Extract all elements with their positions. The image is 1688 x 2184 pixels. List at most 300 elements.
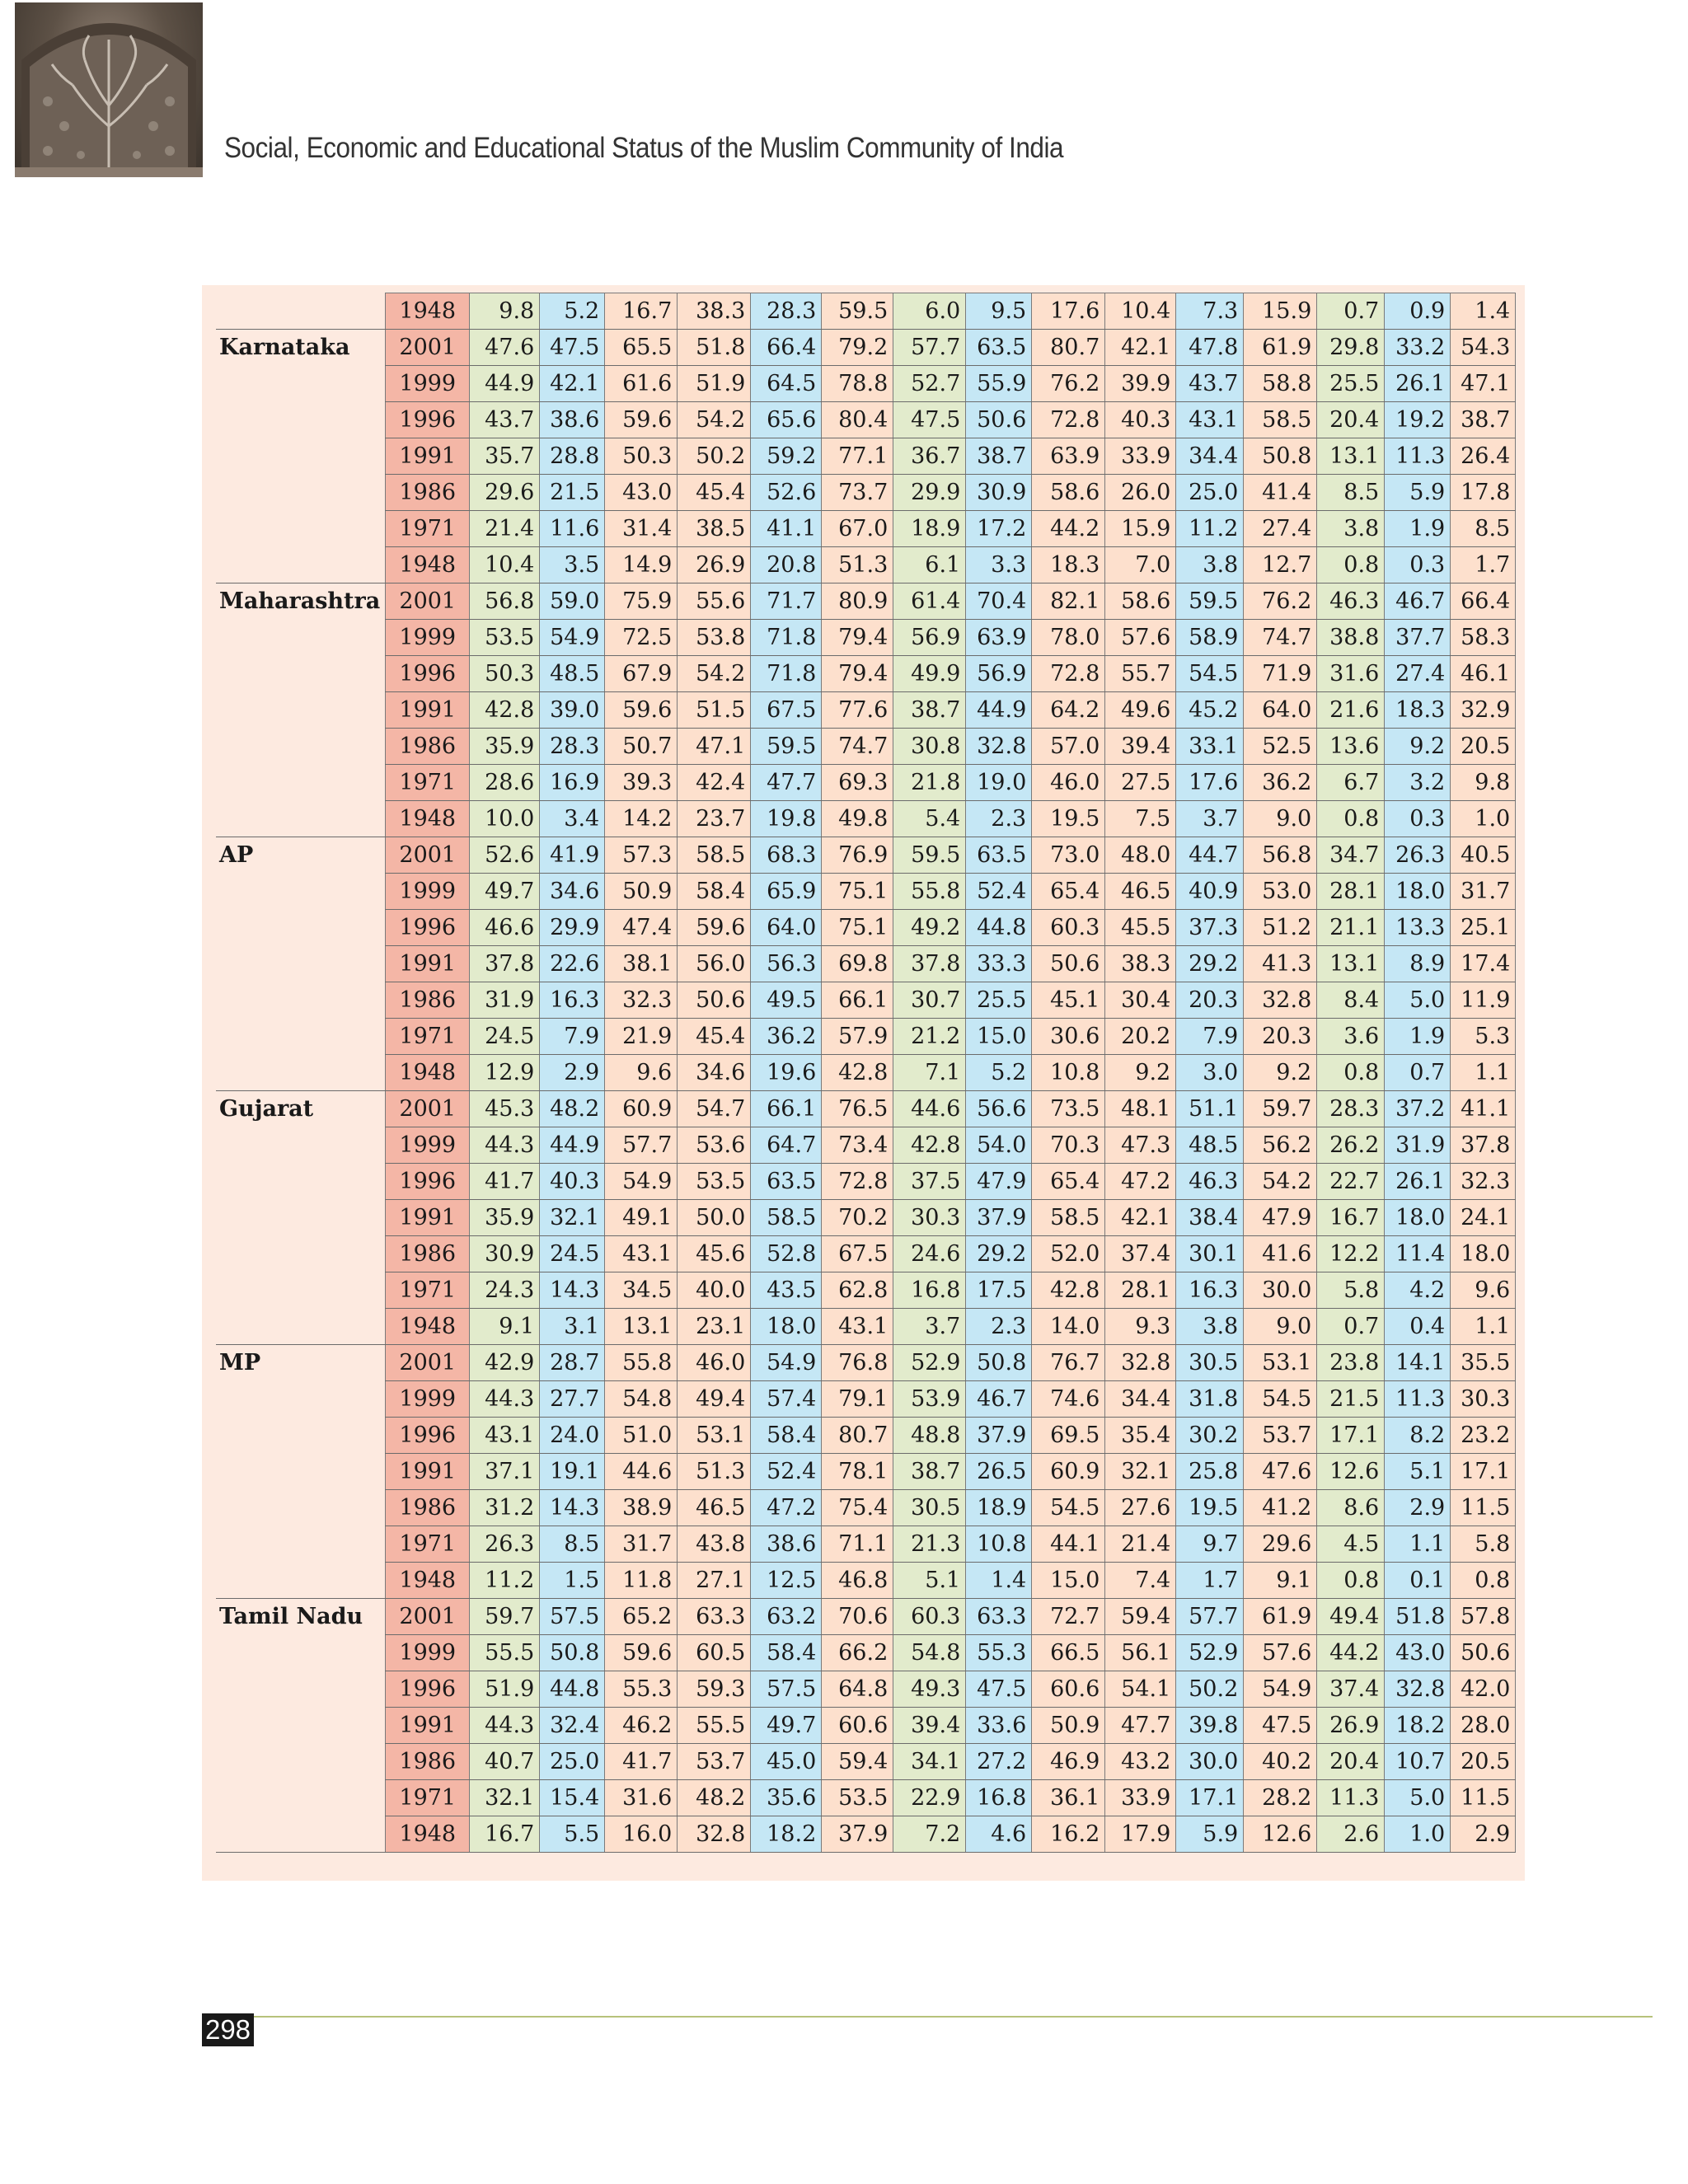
value-cell: 23.8 [1317,1345,1385,1381]
table-row [216,946,1516,982]
value-cell: 43.1 [605,1236,678,1272]
value-cell: 58.3 [1451,620,1516,656]
value-cell: 58.5 [1032,1200,1105,1236]
value-cell: 41.9 [540,837,605,874]
value-cell: 16.3 [1176,1272,1244,1309]
value-cell: 33.9 [1105,438,1176,475]
year-cell: 1971 [386,1272,470,1309]
value-cell: 80.7 [822,1418,893,1454]
year-cell: 2001 [386,330,470,366]
value-cell: 17.6 [1176,765,1244,801]
year-cell: 1971 [386,1780,470,1816]
value-cell: 76.7 [1032,1345,1105,1381]
value-cell: 56.6 [966,1091,1032,1127]
value-cell: 57.3 [605,837,678,874]
table-row [216,511,1516,547]
value-cell: 34.7 [1317,837,1385,874]
value-cell: 27.4 [1385,656,1451,692]
state-name [216,910,386,946]
table-row [216,1708,1516,1744]
value-cell: 45.4 [678,475,751,511]
table-row [216,583,1516,620]
value-cell: 68.3 [751,837,822,874]
value-cell: 79.2 [822,330,893,366]
value-cell: 30.1 [1176,1236,1244,1272]
state-name: Gujarat [216,1091,386,1127]
value-cell: 54.9 [1244,1671,1317,1708]
value-cell: 59.5 [893,837,966,874]
value-cell: 70.3 [1032,1127,1105,1164]
value-cell: 45.4 [678,1019,751,1055]
value-cell: 1.9 [1385,1019,1451,1055]
value-cell: 7.3 [1176,293,1244,330]
value-cell: 79.4 [822,620,893,656]
value-cell: 30.4 [1105,982,1176,1019]
value-cell: 47.5 [966,1671,1032,1708]
value-cell: 59.7 [470,1599,540,1635]
value-cell: 9.3 [1105,1309,1176,1345]
state-name [216,656,386,692]
year-cell: 1971 [386,511,470,547]
value-cell: 73.7 [822,475,893,511]
value-cell: 60.6 [1032,1671,1105,1708]
value-cell: 32.8 [966,729,1032,765]
state-name [216,1055,386,1091]
value-cell: 59.6 [605,692,678,729]
table-row [216,1563,1516,1599]
value-cell: 32.1 [540,1200,605,1236]
value-cell: 2.3 [966,1309,1032,1345]
value-cell: 18.0 [1385,874,1451,910]
value-cell: 29.6 [470,475,540,511]
value-cell: 76.2 [1244,583,1317,620]
value-cell: 56.2 [1244,1127,1317,1164]
value-cell: 47.8 [1176,330,1244,366]
value-cell: 37.8 [893,946,966,982]
value-cell: 37.1 [470,1454,540,1490]
value-cell: 11.3 [1317,1780,1385,1816]
value-cell: 2.9 [1385,1490,1451,1526]
value-cell: 50.8 [540,1635,605,1671]
value-cell: 7.0 [1105,547,1176,583]
value-cell: 46.7 [1385,583,1451,620]
value-cell: 52.7 [893,366,966,402]
value-cell: 17.6 [1032,293,1105,330]
value-cell: 24.0 [540,1418,605,1454]
year-cell: 1999 [386,1381,470,1418]
value-cell: 75.4 [822,1490,893,1526]
value-cell: 25.0 [1176,475,1244,511]
value-cell: 42.8 [470,692,540,729]
value-cell: 49.5 [751,982,822,1019]
value-cell: 36.1 [1032,1780,1105,1816]
year-cell: 1986 [386,475,470,511]
year-cell: 1996 [386,910,470,946]
value-cell: 43.0 [605,475,678,511]
table-row [216,1272,1516,1309]
value-cell: 21.8 [893,765,966,801]
value-cell: 59.5 [751,729,822,765]
value-cell: 0.7 [1317,293,1385,330]
year-cell: 1986 [386,1744,470,1780]
value-cell: 34.6 [540,874,605,910]
value-cell: 43.7 [1176,366,1244,402]
value-cell: 72.8 [1032,402,1105,438]
value-cell: 54.5 [1032,1490,1105,1526]
value-cell: 19.1 [540,1454,605,1490]
value-cell: 45.2 [1176,692,1244,729]
value-cell: 43.1 [1176,402,1244,438]
value-cell: 17.5 [966,1272,1032,1309]
value-cell: 19.5 [1176,1490,1244,1526]
value-cell: 47.5 [540,330,605,366]
table-row [216,293,1516,330]
state-name: Tamil Nadu [216,1599,386,1635]
value-cell: 49.2 [893,910,966,946]
value-cell: 53.1 [1244,1345,1317,1381]
year-cell: 2001 [386,1091,470,1127]
value-cell: 35.9 [470,729,540,765]
value-cell: 58.6 [1105,583,1176,620]
value-cell: 11.9 [1451,982,1516,1019]
value-cell: 66.1 [751,1091,822,1127]
value-cell: 30.0 [1176,1744,1244,1780]
value-cell: 76.5 [822,1091,893,1127]
value-cell: 73.0 [1032,837,1105,874]
value-cell: 35.9 [470,1200,540,1236]
value-cell: 65.2 [605,1599,678,1635]
value-cell: 45.6 [678,1236,751,1272]
value-cell: 39.9 [1105,366,1176,402]
value-cell: 24.5 [470,1019,540,1055]
value-cell: 33.3 [966,946,1032,982]
value-cell: 40.5 [1451,837,1516,874]
value-cell: 55.8 [893,874,966,910]
value-cell: 53.8 [678,620,751,656]
value-cell: 57.8 [1451,1599,1516,1635]
value-cell: 52.6 [751,475,822,511]
value-cell: 49.6 [1105,692,1176,729]
value-cell: 55.5 [678,1708,751,1744]
value-cell: 40.3 [1105,402,1176,438]
value-cell: 54.2 [1244,1164,1317,1200]
value-cell: 50.6 [678,982,751,1019]
value-cell: 3.3 [966,547,1032,583]
value-cell: 40.3 [540,1164,605,1200]
value-cell: 17.1 [1451,1454,1516,1490]
value-cell: 35.4 [1105,1418,1176,1454]
value-cell: 34.6 [678,1055,751,1091]
value-cell: 46.7 [966,1381,1032,1418]
value-cell: 51.3 [678,1454,751,1490]
value-cell: 16.8 [893,1272,966,1309]
value-cell: 20.4 [1317,402,1385,438]
year-cell: 1948 [386,1309,470,1345]
value-cell: 9.2 [1385,729,1451,765]
value-cell: 17.4 [1451,946,1516,982]
value-cell: 38.7 [1451,402,1516,438]
value-cell: 66.1 [822,982,893,1019]
value-cell: 13.1 [1317,946,1385,982]
value-cell: 77.1 [822,438,893,475]
value-cell: 56.0 [678,946,751,982]
carved-window-icon [15,2,203,177]
value-cell: 10.8 [966,1526,1032,1563]
state-name [216,402,386,438]
table-row [216,1127,1516,1164]
value-cell: 58.4 [678,874,751,910]
value-cell: 37.9 [966,1200,1032,1236]
value-cell: 59.5 [822,293,893,330]
value-cell: 30.2 [1176,1418,1244,1454]
value-cell: 54.2 [678,402,751,438]
value-cell: 61.4 [893,583,966,620]
value-cell: 57.6 [1105,620,1176,656]
value-cell: 30.3 [893,1200,966,1236]
value-cell: 45.0 [751,1744,822,1780]
value-cell: 4.5 [1317,1526,1385,1563]
value-cell: 5.4 [893,801,966,837]
value-cell: 72.8 [1032,656,1105,692]
value-cell: 60.5 [678,1635,751,1671]
value-cell: 51.3 [822,547,893,583]
value-cell: 46.1 [1451,656,1516,692]
value-cell: 51.8 [1385,1599,1451,1635]
value-cell: 1.1 [1451,1055,1516,1091]
value-cell: 31.6 [1317,656,1385,692]
state-name [216,1563,386,1599]
table-row [216,1019,1516,1055]
running-title: Social, Economic and Educational Status of the Muslim Community of India [224,132,1064,164]
state-name [216,982,386,1019]
value-cell: 56.3 [751,946,822,982]
state-name [216,1526,386,1563]
value-cell: 30.7 [893,982,966,1019]
value-cell: 42.8 [893,1127,966,1164]
value-cell: 47.6 [470,330,540,366]
value-cell: 63.9 [1032,438,1105,475]
value-cell: 21.5 [1317,1381,1385,1418]
value-cell: 14.0 [1032,1309,1105,1345]
state-name [216,1780,386,1816]
value-cell: 58.4 [751,1418,822,1454]
value-cell: 57.5 [751,1671,822,1708]
value-cell: 0.8 [1317,1563,1385,1599]
footer-rule [202,2016,1653,2018]
value-cell: 0.9 [1385,293,1451,330]
table-row [216,1671,1516,1708]
year-cell: 1991 [386,1708,470,1744]
value-cell: 79.4 [822,656,893,692]
value-cell: 9.8 [1451,765,1516,801]
value-cell: 42.9 [470,1345,540,1381]
value-cell: 69.8 [822,946,893,982]
value-cell: 2.9 [1451,1816,1516,1853]
value-cell: 39.0 [540,692,605,729]
year-cell: 1996 [386,656,470,692]
state-name [216,729,386,765]
value-cell: 32.8 [1385,1671,1451,1708]
state-name: MP [216,1345,386,1381]
value-cell: 30.5 [893,1490,966,1526]
value-cell: 21.9 [605,1019,678,1055]
value-cell: 59.6 [605,402,678,438]
value-cell: 9.1 [470,1309,540,1345]
value-cell: 38.7 [893,692,966,729]
table-row [216,765,1516,801]
table-row [216,1200,1516,1236]
table-row [216,620,1516,656]
value-cell: 57.7 [1176,1599,1244,1635]
value-cell: 42.4 [678,765,751,801]
value-cell: 51.8 [678,330,751,366]
value-cell: 33.1 [1176,729,1244,765]
value-cell: 56.8 [1244,837,1317,874]
value-cell: 5.0 [1385,1780,1451,1816]
value-cell: 34.1 [893,1744,966,1780]
value-cell: 36.2 [751,1019,822,1055]
value-cell: 63.9 [966,620,1032,656]
value-cell: 12.7 [1244,547,1317,583]
value-cell: 1.9 [1385,511,1451,547]
value-cell: 52.4 [751,1454,822,1490]
value-cell: 48.1 [1105,1091,1176,1127]
value-cell: 78.8 [822,366,893,402]
value-cell: 29.8 [1317,330,1385,366]
value-cell: 43.7 [470,402,540,438]
value-cell: 30.9 [470,1236,540,1272]
year-cell: 1999 [386,620,470,656]
value-cell: 71.8 [751,656,822,692]
value-cell: 14.3 [540,1272,605,1309]
value-cell: 58.6 [1032,475,1105,511]
table-row [216,874,1516,910]
value-cell: 20.8 [751,547,822,583]
value-cell: 29.2 [966,1236,1032,1272]
value-cell: 59.5 [1176,583,1244,620]
value-cell: 54.9 [751,1345,822,1381]
value-cell: 27.7 [540,1381,605,1418]
value-cell: 24.3 [470,1272,540,1309]
value-cell: 25.5 [966,982,1032,1019]
table-row [216,1599,1516,1635]
value-cell: 13.1 [605,1309,678,1345]
value-cell: 31.2 [470,1490,540,1526]
value-cell: 21.6 [1317,692,1385,729]
table-row [216,1526,1516,1563]
state-name [216,874,386,910]
value-cell: 54.1 [1105,1671,1176,1708]
value-cell: 80.7 [1032,330,1105,366]
value-cell: 37.9 [822,1816,893,1853]
value-cell: 28.3 [751,293,822,330]
value-cell: 64.5 [751,366,822,402]
value-cell: 57.7 [605,1127,678,1164]
year-cell: 1971 [386,1019,470,1055]
value-cell: 28.1 [1105,1272,1176,1309]
value-cell: 38.6 [540,402,605,438]
value-cell: 27.2 [966,1744,1032,1780]
value-cell: 54.7 [678,1091,751,1127]
value-cell: 15.0 [966,1019,1032,1055]
value-cell: 3.2 [1385,765,1451,801]
state-name [216,1671,386,1708]
value-cell: 32.1 [1105,1454,1176,1490]
value-cell: 26.3 [470,1526,540,1563]
value-cell: 29.9 [893,475,966,511]
state-name [216,1454,386,1490]
value-cell: 11.3 [1385,1381,1451,1418]
value-cell: 24.5 [540,1236,605,1272]
value-cell: 59.4 [1105,1599,1176,1635]
value-cell: 38.8 [1317,620,1385,656]
value-cell: 67.5 [822,1236,893,1272]
value-cell: 12.9 [470,1055,540,1091]
value-cell: 51.1 [1176,1091,1244,1127]
value-cell: 52.4 [966,874,1032,910]
value-cell: 42.1 [1105,330,1176,366]
value-cell: 28.0 [1451,1708,1516,1744]
value-cell: 61.9 [1244,330,1317,366]
value-cell: 50.2 [1176,1671,1244,1708]
value-cell: 55.8 [605,1345,678,1381]
value-cell: 16.9 [540,765,605,801]
year-cell: 1999 [386,1127,470,1164]
value-cell: 18.9 [966,1490,1032,1526]
year-cell: 1948 [386,1816,470,1853]
year-cell: 1999 [386,1635,470,1671]
value-cell: 59.6 [605,1635,678,1671]
value-cell: 2.9 [540,1055,605,1091]
value-cell: 30.3 [1451,1381,1516,1418]
value-cell: 32.4 [540,1708,605,1744]
value-cell: 16.7 [605,293,678,330]
value-cell: 29.2 [1176,946,1244,982]
value-cell: 37.9 [966,1418,1032,1454]
value-cell: 7.9 [1176,1019,1244,1055]
value-cell: 1.7 [1176,1563,1244,1599]
value-cell: 31.8 [1176,1381,1244,1418]
value-cell: 50.8 [966,1345,1032,1381]
value-cell: 38.6 [751,1526,822,1563]
value-cell: 74.7 [822,729,893,765]
value-cell: 57.5 [540,1599,605,1635]
value-cell: 51.9 [470,1671,540,1708]
value-cell: 28.6 [470,765,540,801]
value-cell: 72.8 [822,1164,893,1200]
value-cell: 53.7 [1244,1418,1317,1454]
value-cell: 48.2 [678,1780,751,1816]
value-cell: 40.2 [1244,1744,1317,1780]
state-name [216,547,386,583]
value-cell: 46.2 [605,1708,678,1744]
value-cell: 58.5 [678,837,751,874]
value-cell: 0.8 [1317,801,1385,837]
value-cell: 72.7 [1032,1599,1105,1635]
value-cell: 18.2 [751,1816,822,1853]
value-cell: 11.5 [1451,1490,1516,1526]
value-cell: 17.2 [966,511,1032,547]
value-cell: 5.5 [540,1816,605,1853]
table-body [216,293,1516,1853]
state-name [216,1019,386,1055]
value-cell: 55.9 [966,366,1032,402]
state-name [216,1309,386,1345]
value-cell: 35.6 [751,1780,822,1816]
value-cell: 54.9 [540,620,605,656]
value-cell: 53.5 [678,1164,751,1200]
value-cell: 36.2 [1244,765,1317,801]
